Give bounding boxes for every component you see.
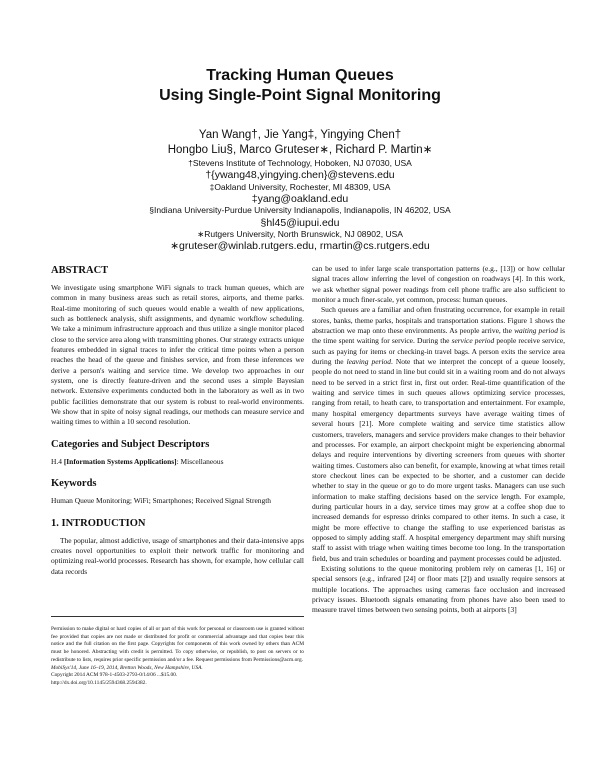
affiliation-stevens: †Stevens Institute of Technology, Hoboken, NJ 07030, USA [188, 158, 412, 168]
intro-continued-paragraph: can be used to infer large scale transportation patterns (e.g., [13]) or how cellular signal traces allow inferring the level of congestion on roadways [4]. In this work, we ask whether signal power readings from cell phone traffic are also sufficient to monitor a much finer-scale, yet common, process: human queues. [312, 264, 565, 305]
category-code: H.4 [51, 456, 64, 466]
authors-line-2: Hongbo Liu§, Marco Gruteser∗, Richard P. Martin∗ [167, 144, 433, 156]
copyright-acm: Copyright 2014 ACM 978-1-4503-2793-0/14/06 ...$15.00. [51, 672, 178, 679]
title-line-1: Tracking Human Queues [206, 67, 394, 84]
email-oakland: ‡yang@oakland.edu [251, 192, 349, 205]
email-iupui: §hl45@iupui.edu [260, 216, 340, 229]
queue-definition-paragraph [312, 305, 565, 564]
affiliation-rutgers: ∗Rutgers University, North Brunswick, NJ 08902, USA [197, 229, 403, 240]
category-rest: : Miscellaneous [176, 456, 224, 466]
copyright-doi: http://dx.doi.org/10.1145/2594368.2594382. [51, 679, 147, 686]
introduction-paragraph: The popular, almost addictive, usage of smartphones and their data-intensive apps creates novel opportunities to exploit their network traffic for monitoring and optimizing real-world processes. Research has shown, for example, how cellular call data records [51, 535, 304, 576]
term-leaving-period: leaving period [346, 357, 391, 367]
text-run: Such queues are a familiar and often frustrating occurrence, for example in retail stores, banks, theme parks, hospitals and transportation stations. Figure 1 shows the abstraction we map onto these environments. As people arrive, the [312, 305, 565, 336]
text-run: . Note that we interpret the concept of a queue loosely, people do not need to stand in line but could sit in a waiting room and do not always need to be served in a strict first in, first out order. Real-time quantification of the waiting and service times in such queues allows optimizing service processes, ranging from retail, to heath care, to transportation and entertainment. For example, many hospital emergency departments surveys have average waiting times of several hours [21]. More complete waiting and service time statistics allow customers, travelers, managers and service providers make changes to their behavior and processes. For example, an airport checkpoint might be experiencing abnormal delays and require interventions by diverting screeners from queues with shorter waiting times. Customers also can benefit, for example, knowing at what times retail store checkout lines can be expected to be shorter, and a customer can decide whether to stay in the queue or go to do more urgent tasks. Managers can use such information to make staffing decisions based on the service length. For example, during particular hours in a day, service times may grow at a coffee shop due to increased demands for espresso drinks compared to other items. In such a case, it might be more effective to change the staffing to use experienced baristas as opposed to simply adding staff. A hospital emergency department may shift nursing staff to assist with triage when waiting times become too long. In the transportation field, bus and train schedules or boarding and payment processes could be adjusted. [312, 357, 565, 563]
term-waiting-period: waiting period [514, 326, 558, 336]
affiliation-oakland: ‡Oakland University, Rochester, MI 48309, USA [209, 181, 391, 192]
text-run: is the time spent waiting for service. During the [312, 326, 566, 346]
introduction-heading: 1. INTRODUCTION [51, 517, 146, 529]
title-line-2: Using Single-Point Signal Monitoring [159, 87, 441, 104]
term-service-period: service period [451, 336, 495, 346]
affiliation-iupui: §Indiana University-Purdue University Indianapolis, Indianapolis, IN 46202, USA [149, 205, 451, 216]
keywords-text: Human Queue Monitoring; WiFi; Smartphones; Received Signal Strength [51, 496, 271, 506]
author-block [0, 128, 600, 253]
category-name: [Information Systems Applications] [63, 456, 177, 466]
categories-text [51, 457, 304, 467]
copyright-permission: Permission to make digital or hard copies of all or part of this work for personal or classroom use is granted without fee provided that copies are not made or distributed for profit or commercial advantage and that copies bear this notice and the full citation on the first page. Copyrights for components of this work owned by others than ACM must be honored. Abstracting with credit is permitted. To copy otherwise, or republish, to post on servers or to redistribute to lists, requires prior specific permission and/or a fee. Request permissions from Permissions@acm.org. [51, 626, 304, 663]
right-column [312, 264, 565, 616]
email-stevens: †{ywang48,yingying.chen}@stevens.edu [205, 169, 395, 182]
left-column [51, 264, 304, 577]
keywords-heading: Keywords [51, 478, 97, 490]
abstract-text: We investigate using smartphone WiFi signals to track human queues, which are common in many business areas such as retail stores, airports, and theme parks. Real-time monitoring of such queues would enable a wealth of new applications, such as bottleneck analysis, shift assignments, and dynamic workflow scheduling. We take a minimum infrastructure approach and thus utilize a single monitor placed close to the service area along with transmitting phones. Our strategy extracts unique features embedded in signal traces to infer the critical time points when a person reaches the head of the queue and finishes service, and from these inferences we derive a person's waiting and service time. We develop two approaches in our system, one is directly feature-driven and the second uses a simple Bayesian network. Extensive experiments conducted both in the laboratory as well as in two public facilities demonstrate that our system is robust to real-world environments. We show that in spite of noisy signal readings, our methods can measure service and waiting times to within a 10 second resolution. [51, 283, 305, 427]
paper-title [0, 66, 600, 106]
text-run: people receive service, such as paying for items or checking-in travel bags. A person exits the service area during the [312, 336, 566, 367]
existing-solutions-paragraph: Existing solutions to the queue monitoring problem rely on cameras [1, 16] or special sensors (e.g., infrared [24] or floor mats [2]) and usually require sensors at multiple locations. The approaches using cameras face occlusion and increased privacy issues. Bluetooth signals emanating from phones have also been used to measure travel times between two sensing points, both at airports [3] [312, 563, 565, 615]
abstract-heading: ABSTRACT [51, 265, 109, 276]
email-rutgers: ∗gruteser@winlab.rutgers.edu, rmartin@cs.rutgers.edu [170, 240, 430, 253]
categories-heading: Categories and Subject Descriptors [51, 438, 210, 450]
authors-line-1: Yan Wang†, Jie Yang‡, Yingying Chen† [198, 129, 402, 141]
copyright-venue: MobiSys'14, June 16–19, 2014, Bretton Woods, New Hampshire, USA. [51, 664, 203, 671]
copyright-notice [51, 616, 304, 688]
